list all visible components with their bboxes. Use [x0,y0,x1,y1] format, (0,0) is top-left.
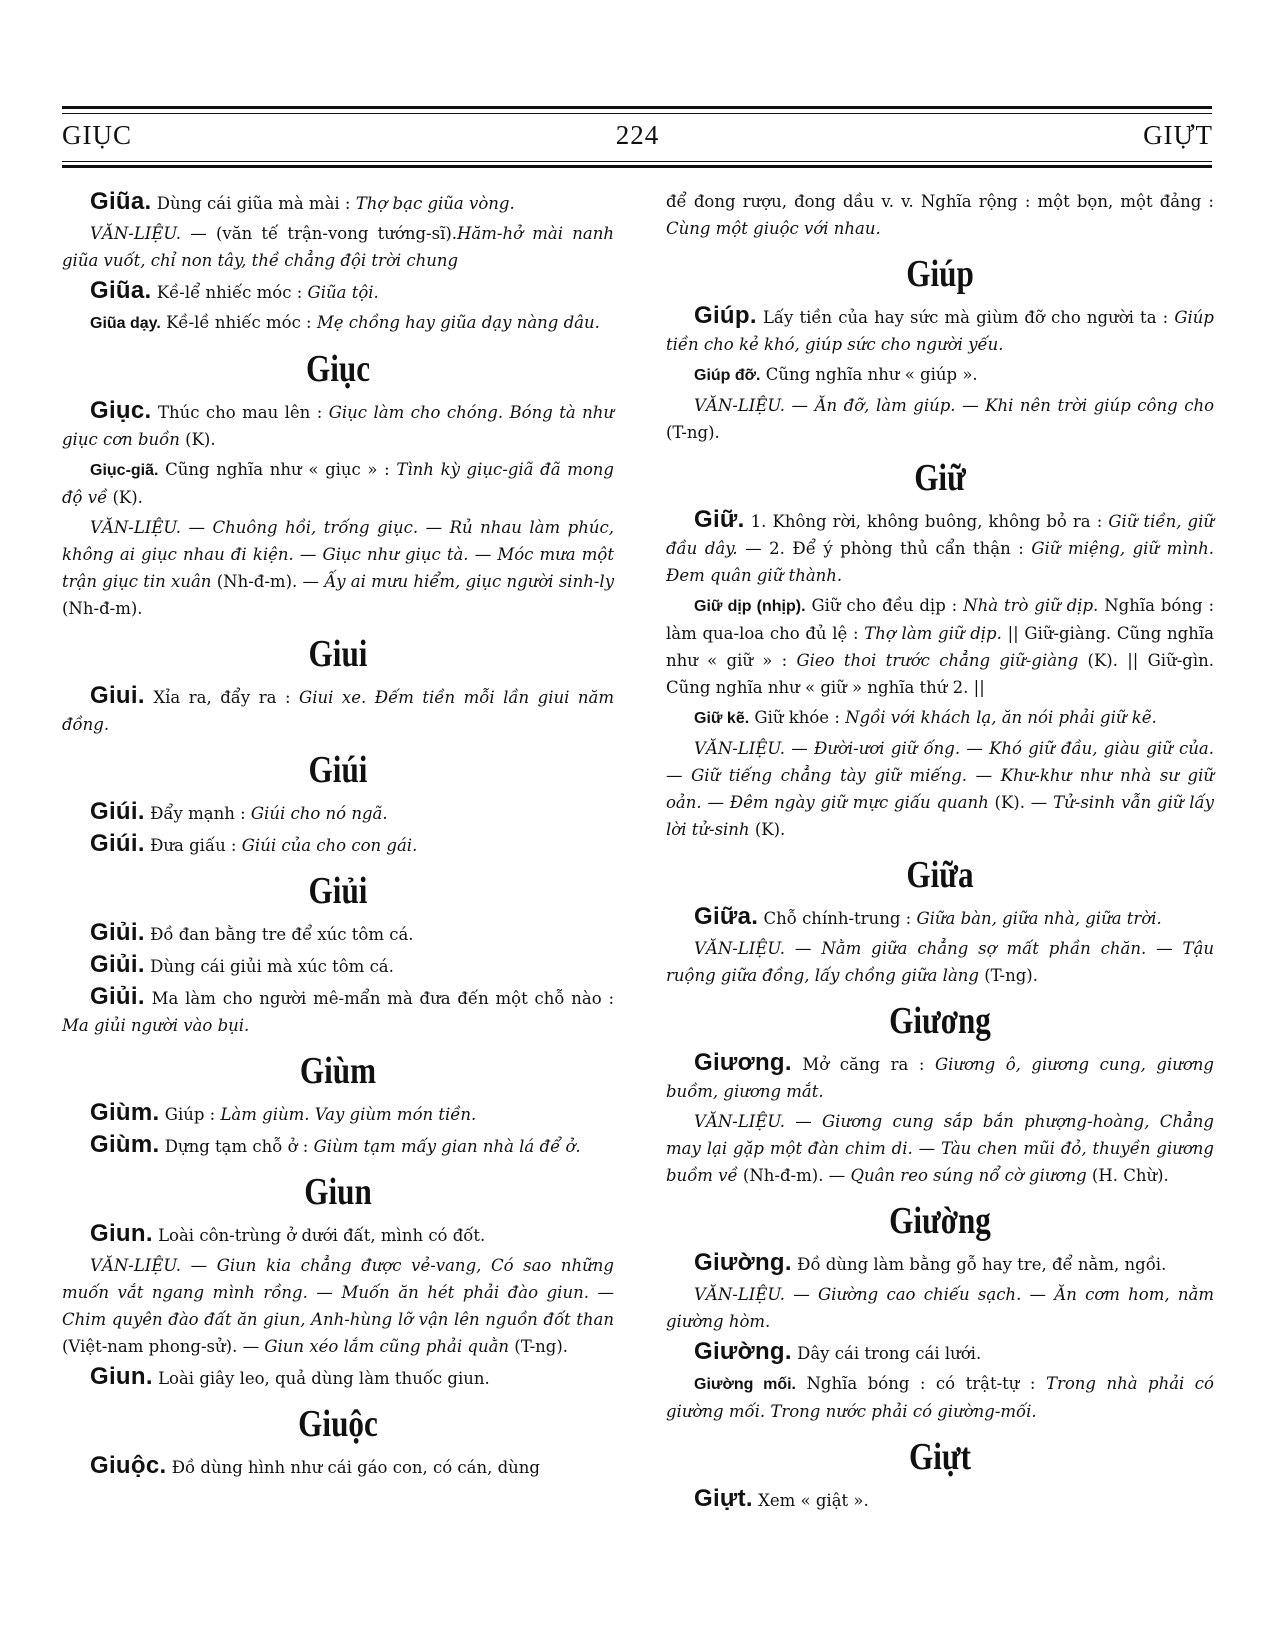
dictionary-entry [666,903,1214,932]
example-text: Giương ô, giương cung, giương buồm, giương mắt. [666,1055,1214,1101]
example-text: Mẹ chồng hay giũa dạy nàng dâu. [316,313,600,332]
example-text: Ấy ai mưu hiểm, giục người sinh-ly [324,572,615,591]
example-text: Nhà trò giữ dịp. [963,596,1099,615]
example-text: Ma giủi người vào bụi. [62,1016,250,1035]
definition-text: Chỗ chính-trung : [758,909,917,928]
dictionary-entry [666,1281,1214,1335]
dictionary-entry [62,309,614,337]
dictionary-entry [62,1252,614,1360]
definition-text: để đong rượu, đong dầu v. v. Nghĩa rộng : một bọn, một đảng : [666,192,1214,211]
definition-text: Dựng tạm chỗ ở : [159,1137,314,1156]
example-text: Giữ tiền, giữ đầu dây. [666,512,1214,558]
example-text: Giục làm cho chóng. Bóng tà như giục cơn buồn [62,403,614,449]
subentry-headword: Giữ dịp (nhịp). [694,598,806,615]
dictionary-entry [62,397,614,453]
headword: Giường. [694,1249,792,1276]
van-lieu-label: VĂN-LIỆU. — [90,1256,217,1275]
headword: Giủi. [90,951,145,978]
definition-text: Nghĩa bóng : làm qua-loa cho đủ lệ : [666,596,1214,643]
dictionary-entry [666,392,1214,446]
dictionary-entry [62,1131,614,1160]
example-text: Giun xéo lắm cũng phải quằn [264,1337,510,1356]
subentry-headword: Giữ kẽ. [694,710,750,727]
example-text: Làm giùm. Vay giùm món tiền. [220,1105,477,1124]
example-text: Giữ miệng, giữ mình. Đem quân giữ thành. [666,539,1215,585]
example-text: Giường cao chiếu sạch. — Ăn cơm hom, nằm giường hòm. [666,1285,1214,1331]
dictionary-entry [666,1108,1214,1189]
running-head-left: GIỤC [62,120,132,150]
headword: Giũa. [90,188,152,215]
subentry-headword: Giường mối. [694,1376,796,1393]
example-text: Thợ bạc giũa vòng. [355,194,515,213]
definition-text: (văn tế trận-vong tướng-sĩ). [215,224,458,243]
dictionary-entry [62,456,614,511]
running-head-right: GIỰT [1143,120,1213,150]
dictionary-entry [666,1485,1214,1514]
example-text: Giương cung sắp bắn phượng-hoàng, Chẳng may lại gặp một đàn chim di. — Tàu chen mũi đỏ, thuyền giương buồm về [666,1112,1214,1185]
dictionary-entry [62,188,614,217]
example-text: Ngồi với khách lạ, ăn nói phải giữ kẽ. [845,708,1157,727]
definition-text: (K). [749,820,786,839]
definition-text: Xem « giật ». [752,1491,869,1510]
example-text: Thợ làm giữ dịp. [864,624,1002,643]
headword: Giựt. [694,1485,753,1512]
dictionary-entry [62,1452,614,1481]
section-heading: Giun [304,1171,372,1213]
section-heading: Giường [889,1200,991,1242]
example-text: Giun kia chẳng được vẻ-vang, Có sao những muốn vắt ngang mình rồng. — Muốn ăn hét phải đào giun. — Chim quyên đào đất ăn giun, Anh-hùng lỡ vận lên nguồn đốt than [62,1256,614,1329]
section-heading: Giương [889,1000,991,1042]
dictionary-entry [62,1220,614,1249]
dictionary-entry [62,514,614,622]
definition-text: Kề-lề nhiếc móc : [160,313,317,332]
example-text: Nằm giữa chẳng sợ mất phần chăn. — Tậu ruộng giữa đồng, lấy chồng giữa làng [666,939,1214,985]
definition-text: Loài côn-trùng ở dưới đất, mình có đốt. [152,1226,486,1245]
definition-text: (K). — [988,793,1054,812]
headword: Giun. [90,1363,153,1390]
example-text: Giùm tạm mấy gian nhà lá để ở. [313,1137,581,1156]
definition-text: — 2. Để ý phòng thủ cẩn thận : [737,539,1032,558]
headword: Giủi. [90,919,145,946]
dictionary-entry [62,220,614,274]
example-text: Cùng một giuộc với nhau. [666,219,881,238]
headword: Giùm. [90,1099,160,1126]
example-text: Trong nhà phải có giường mối. Trong nước phải có giường-mối. [666,1374,1214,1421]
definition-text: (T-ng). [666,423,720,442]
definition-text: Dây cái trong cái lưới. [791,1344,982,1363]
header-rule-bottom-thin [62,161,1212,162]
van-lieu-label: VĂN-LIỆU. — [90,224,216,243]
headword: Giun. [90,1220,153,1247]
left-column [62,188,614,1484]
dictionary-entry [666,1049,1214,1105]
dictionary-entry [666,361,1214,389]
example-text: Tình kỳ giục-giã đã mong độ về [62,460,614,507]
definition-text: Giữ cho đều dịp : [805,596,964,615]
definition-text: (Việt-nam phong-sử). — [62,1337,265,1356]
headword: Giúi. [90,798,145,825]
definition-text: Loài giây leo, quả dùng làm thuốc giun. [152,1369,490,1388]
example-text: Hăm-hở mài nanh giũa vuốt, chỉ non tây, thề chẳng đội trời chung [62,224,614,270]
definition-text: Nghĩa bóng : có trật-tự : [795,1374,1046,1393]
subentry-headword: Giũa dạy. [90,315,161,332]
dictionary-entry [62,1099,614,1128]
definition-text: (Nh-đ-m). — [211,572,325,591]
section-heading: Giủi [308,870,368,912]
section-heading: Giúi [308,749,368,791]
definition-text: Giữ khóe : [749,708,846,727]
definition-text: Đồ đan bằng tre để xúc tôm cá. [144,925,414,944]
example-text: Giúi của cho con gái. [241,836,418,855]
van-lieu-label: VĂN-LIỆU. — [694,939,822,958]
example-text: Giũa tội. [307,283,379,302]
definition-text: (K). || Giữ-gìn. Cũng nghĩa như « giữ » nghĩa thứ 2. || [666,651,1215,697]
headword: Giúi. [90,830,145,857]
definition-text: Cũng nghĩa như « giục » : [158,460,397,479]
example-text: Giúp tiền cho kẻ khó, giúp sức cho người yếu. [666,308,1214,354]
dictionary-entry [62,983,614,1039]
headword: Giúp. [694,302,757,329]
right-column [666,188,1214,1517]
section-heading: Giựt [909,1436,971,1478]
dictionary-entry [666,302,1214,358]
van-lieu-label: VĂN-LIỆU. — [694,1285,818,1304]
definition-text: (T-ng). [509,1337,569,1356]
header-rule-top-thin [62,113,1212,114]
dictionary-entry [62,798,614,827]
example-text: Đười-ươi giữ ống. — Khó giữ đầu, giàu giữ của. — Giữ tiếng chẳng tày giữ miếng. — Khư-khư như nhà sư giữ oản. — Đêm ngày giữ mực giấu quanh [666,739,1214,812]
dictionary-entry [666,935,1214,989]
definition-text: Xỉa ra, đẩy ra : [144,688,300,707]
definition-text: Kề-lể nhiếc móc : [151,283,308,302]
example-text: Tử-sinh vẫn giữ lấy lời tử-sinh [666,793,1214,839]
dictionary-entry [666,704,1214,732]
definition-text: Cũng nghĩa như « giúp ». [760,365,978,384]
section-heading: Giữa [906,854,974,896]
definition-text: Mở căng ra : [791,1055,935,1074]
example-text: Chuông hồi, trống giục. — Rủ nhau làm phúc, không ai giục nhau đi kiện. — Giục như giục tà. — Móc mưa một trận giục tin xuân [62,518,614,591]
headword: Giủi. [90,983,145,1010]
definition-text: (Nh-đ-m). [62,599,143,618]
definition-text: (T-ng). [978,966,1038,985]
subentry-headword: Giúp đỡ. [694,367,761,384]
headword: Giường. [694,1338,792,1365]
section-heading: Giuộc [298,1403,378,1445]
headword: Giui. [90,682,145,709]
definition-text: (K). [107,488,143,507]
page-number: 224 [615,120,660,150]
definition-text: Dùng cái giủi mà xúc tôm cá. [144,957,394,976]
section-heading: Giúp [906,253,974,295]
headword: Giùm. [90,1131,160,1158]
van-lieu-label: VĂN-LIỆU. — [694,1112,822,1131]
dictionary-entry [666,1249,1214,1278]
definition-text: (Nh-đ-m). — [737,1166,851,1185]
example-text: Ăn đỡ, làm giúp. — Khi nên trời giúp công cho [814,396,1214,415]
dictionary-entry [62,277,614,306]
definition-text: (K). [179,430,216,449]
definition-text: Giúp : [159,1105,221,1124]
headword: Giuộc. [90,1452,167,1479]
definition-text: (H. Chừ). [1086,1166,1169,1185]
dictionary-entry [666,735,1214,843]
definition-text: Đồ dùng làm bằng gỗ hay tre, để nằm, ngồi. [791,1255,1167,1274]
section-heading: Giùm [299,1050,377,1092]
example-text: Giúi cho nó ngã. [250,804,388,823]
dictionary-entry [666,506,1214,589]
definition-text: || Giữ-giàng. Cũng nghĩa như « giữ » : [666,624,1214,670]
definition-text: Đẩy mạnh : [144,804,251,823]
dictionary-entry [666,188,1214,242]
section-heading: Giữ [914,457,966,499]
headword: Giũa. [90,277,152,304]
dictionary-entry [666,1338,1214,1367]
section-heading: Giục [305,348,371,390]
definition-text: Đồ dùng hình như cái gáo con, có cán, dùng [166,1458,540,1477]
definition-text: Đưa giấu : [144,836,242,855]
example-text: Quân reo súng nổ cờ giương [850,1166,1087,1185]
example-text: Gieo thoi trước chẳng giữ-giàng [796,651,1079,670]
dictionary-entry [62,919,614,948]
van-lieu-label: VĂN-LIỆU. — [90,518,213,537]
section-heading: Giui [308,633,368,675]
dictionary-entry [666,1370,1214,1425]
dictionary-entry [666,592,1214,701]
dictionary-entry [62,830,614,859]
van-lieu-label: VĂN-LIỆU. — [694,739,815,758]
definition-text: 1. Không rời, không buông, không bỏ ra : [744,512,1109,531]
example-text: Giui xe. Đếm tiền mỗi lần giui năm đồng. [62,688,615,734]
header-rule-top [62,106,1212,109]
dictionary-entry [62,951,614,980]
headword: Giương. [694,1049,792,1076]
example-text: Giữa bàn, giữa nhà, giữa trời. [916,909,1162,928]
dictionary-entry [62,682,614,738]
headword: Giữ. [694,506,745,533]
header-rule-bottom [62,165,1212,168]
dictionary-entry [62,1363,614,1392]
definition-text: Ma làm cho người mê-mẩn mà đưa đến một chỗ nào : [144,989,614,1008]
definition-text: Thúc cho mau lên : [151,403,329,422]
definition-text: Dùng cái giũa mà mài : [151,194,356,213]
van-lieu-label: VĂN-LIỆU. — [694,396,815,415]
headword: Giục. [90,397,152,424]
subentry-headword: Giục-giã. [90,462,159,479]
definition-text: Lấy tiền của hay sức mà giùm đỡ cho người ta : [756,308,1175,327]
headword: Giữa. [694,903,759,930]
